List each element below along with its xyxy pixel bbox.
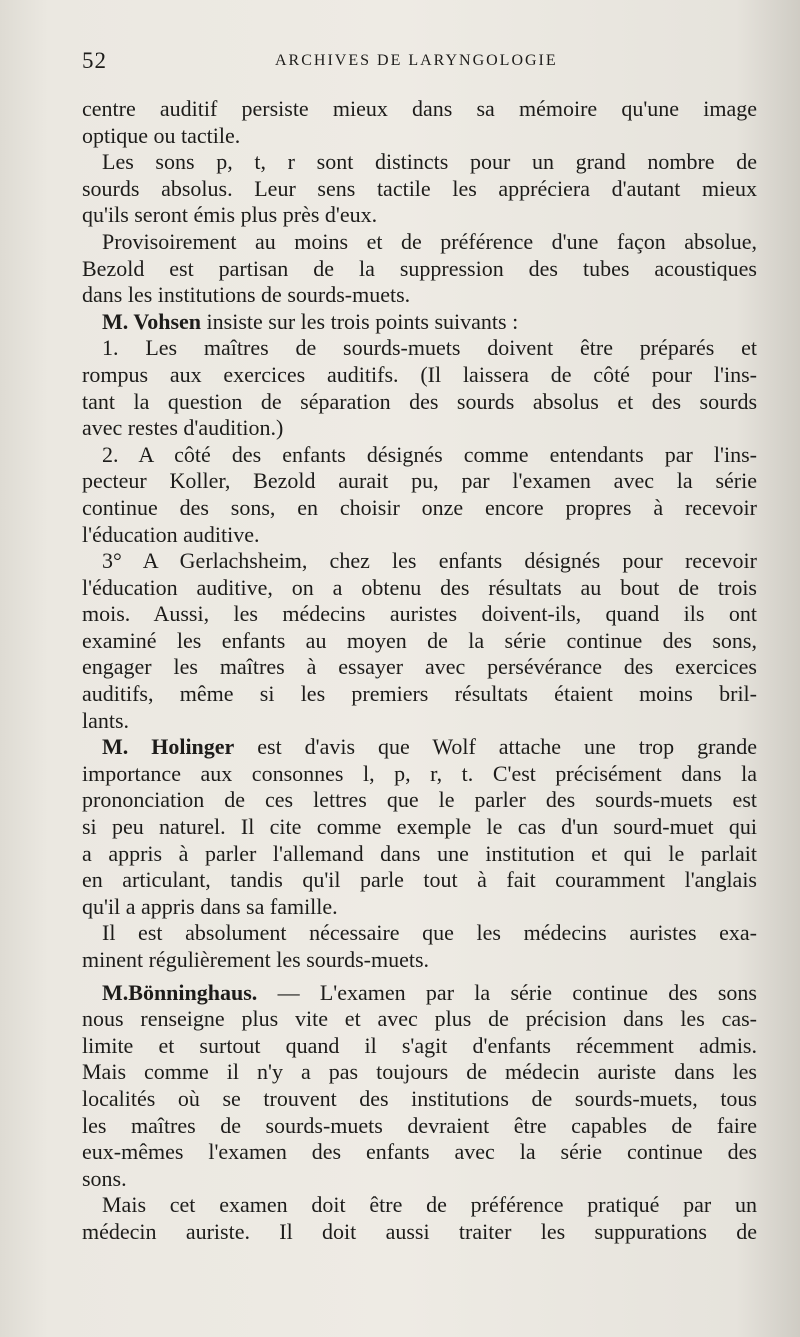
text-line: mois. Aussi, les médecins auristes doivent-ils, quand ils ont [82, 601, 757, 627]
text-line: sourds absolus. Leur sens tactile les appréciera d'autant mieux [82, 175, 757, 201]
text-line: auditifs, même si les premiers résultats étaient moins bril- [82, 681, 757, 707]
speaker-line-bonninghaus [82, 980, 757, 1007]
text-line: eux-mêmes l'examen des enfants avec la série continue des [82, 1139, 757, 1165]
speaker-name: M. Vohsen [102, 308, 202, 334]
page-body [82, 96, 757, 1246]
text-line: qu'ils seront émis plus près d'eux. [82, 202, 378, 228]
text-line: optique ou tactile. [82, 122, 241, 148]
text-line: 3° A Gerlachsheim, chez les enfants désignés pour recevoir [102, 548, 757, 574]
text-line: Mais comme il n'y a pas toujours de médecin auriste dans les [82, 1059, 757, 1085]
text-line: les maîtres de sourds-muets devraient être capables de faire [82, 1112, 757, 1138]
text-line: médecin auriste. Il doit aussi traiter les suppurations de [82, 1218, 757, 1244]
text-line: continue des sons, en choisir onze encore propres à recevoir [82, 494, 757, 520]
text-line: lants. [82, 707, 130, 733]
speaker-text: est d'avis que Wolf attache une trop grande [234, 734, 757, 760]
text-line: rompus aux exercices auditifs. (Il laissera de côté pour l'ins- [82, 361, 757, 387]
text-line: Il est absolument nécessaire que les médecins auristes exa- [102, 920, 757, 946]
text-line: si peu naturel. Il cite comme exemple le cas d'un sourd-muet qui [82, 814, 757, 840]
text-line: minent régulièrement les sourds-muets. [82, 947, 430, 972]
text-line: en articulant, tandis qu'il parle tout à fait couramment l'anglais [82, 867, 757, 893]
text-line: localités où se trouvent des institutions de sourds-muets, tous [82, 1085, 757, 1111]
page-header [0, 44, 800, 84]
text-line: Provisoirement au moins et de préférence d'une façon absolue, [102, 228, 757, 254]
text-line: tant la question de séparation des sourds absolus et des sourds [82, 388, 757, 414]
running-title: ARCHIVES DE LARYNGOLOGIE [275, 52, 558, 69]
text-line: importance aux consonnes l, p, r, t. C'est précisément dans la [82, 760, 757, 786]
speaker-name: M. Holinger [102, 734, 235, 760]
text-line: l'éducation auditive. [82, 521, 260, 547]
text-line: Mais cet examen doit être de préférence pratiqué par un [102, 1192, 757, 1218]
text-line: qu'il a appris dans sa famille. [82, 893, 338, 919]
text-line: limite et surtout quand il s'agit d'enfants récemment admis. [82, 1032, 757, 1058]
text-line: examiné les enfants au moyen de la série continue des sons, [82, 627, 757, 653]
text-line: a appris à parler l'allemand dans une institution et qui le parlait [82, 840, 757, 866]
text-line: dans les institutions de sourds-muets. [82, 282, 411, 308]
text-line: Bezold est partisan de la suppression des tubes acoustiques [82, 255, 757, 281]
speaker-name: M.Bönninghaus. [102, 979, 258, 1005]
speaker-line-vohsen [82, 309, 757, 336]
text-line: nous renseigne plus vite et avec plus de précision dans les cas- [82, 1006, 757, 1032]
speaker-text: insiste sur les trois points suivants : [201, 308, 519, 334]
text-line: engager les maîtres à essayer avec persévérance des exercices [82, 654, 757, 680]
text-line: 1. Les maîtres de sourds-muets doivent être préparés et [102, 335, 757, 361]
text-line: sons. [82, 1165, 127, 1191]
text-line: centre auditif persiste mieux dans sa mémoire qu'une image [82, 96, 757, 121]
text-line: avec restes d'audition.) [82, 415, 284, 441]
text-line: Les sons p, t, r sont distincts pour un grand nombre de [102, 149, 757, 175]
text-line: pecteur Koller, Bezold aurait pu, par l'examen avec la série [82, 468, 757, 494]
speaker-line-holinger [82, 734, 757, 761]
text-line: 2. A côté des enfants désignés comme entendants par l'ins- [102, 441, 757, 467]
page-number: 52 [82, 48, 107, 73]
speaker-text: — L'examen par la série continue des sons [257, 979, 757, 1005]
text-line: l'éducation auditive, on a obtenu des résultats au bout de trois [82, 574, 757, 600]
text-line: prononciation de ces lettres que le parler des sourds-muets est [82, 787, 757, 813]
